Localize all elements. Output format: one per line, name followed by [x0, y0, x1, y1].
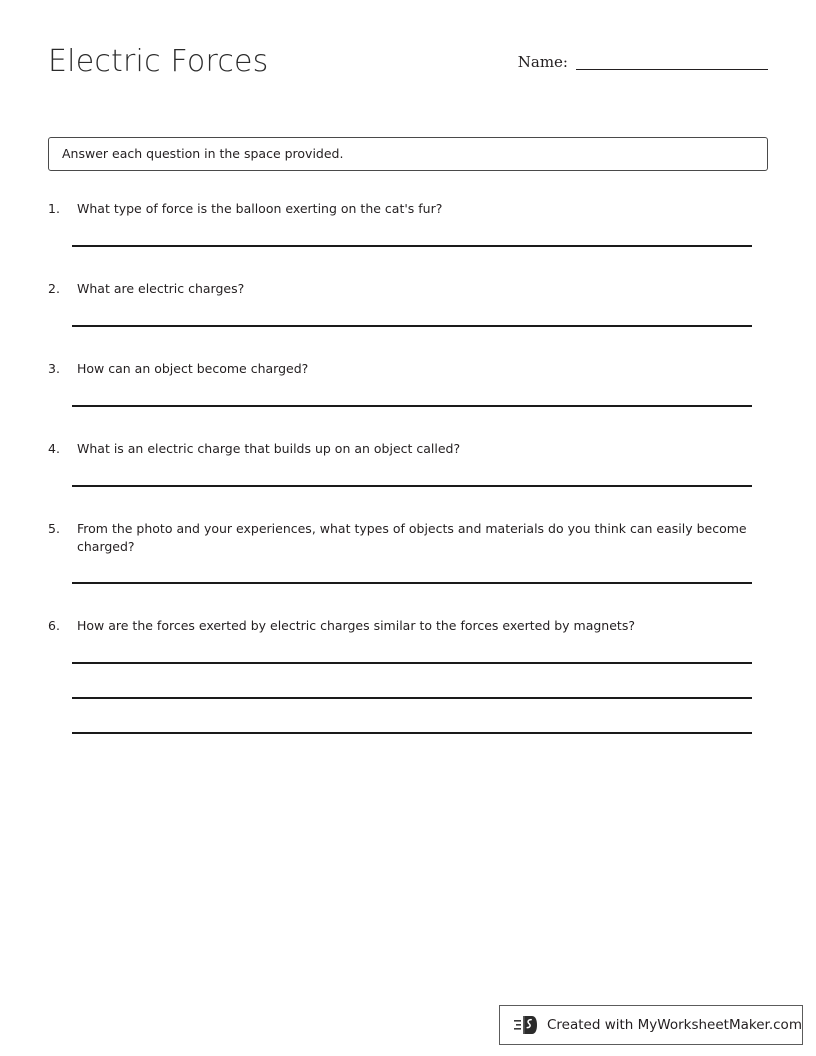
question-text: What are electric charges? — [77, 281, 245, 296]
question-number: 5. — [48, 521, 60, 536]
answer-line[interactable] — [72, 405, 752, 407]
question-item — [48, 200, 768, 247]
answer-line[interactable] — [72, 245, 752, 247]
question-row — [48, 617, 768, 635]
question-row — [48, 280, 768, 298]
question-number: 6. — [48, 618, 60, 633]
question-text: How are the forces exerted by electric charges similar to the forces exerted by magnets? — [77, 618, 635, 633]
name-label: Name: — [517, 53, 568, 71]
worksheet-header — [48, 44, 768, 96]
created-with-text: Created with MyWorksheetMaker.com — [547, 1017, 802, 1033]
answer-lines — [72, 405, 752, 407]
answer-lines — [72, 582, 752, 584]
question-text: From the photo and your experiences, what types of objects and materials do you think can easily become charged? — [77, 521, 747, 554]
answer-line[interactable] — [72, 485, 752, 487]
question-item — [48, 617, 768, 734]
question-row — [48, 360, 768, 378]
answer-lines — [72, 245, 752, 247]
question-row — [48, 200, 768, 218]
answer-lines — [72, 325, 752, 327]
myworksheetmaker-logo-icon — [514, 1014, 538, 1036]
question-row — [48, 440, 768, 458]
page-title: Electric Forces — [48, 44, 269, 79]
question-text: What type of force is the balloon exerting on the cat's fur? — [77, 201, 443, 216]
question-item — [48, 440, 768, 487]
name-input-line[interactable] — [576, 69, 768, 70]
question-number: 4. — [48, 441, 60, 456]
question-item — [48, 360, 768, 407]
answer-line[interactable] — [72, 582, 752, 584]
questions-list — [48, 200, 768, 734]
question-item — [48, 520, 768, 584]
question-item — [48, 280, 768, 327]
created-with-badge[interactable] — [499, 1005, 803, 1045]
question-number: 2. — [48, 281, 60, 296]
instructions-box — [48, 137, 768, 171]
answer-line[interactable] — [72, 697, 752, 699]
question-number: 1. — [48, 201, 60, 216]
instructions-text: Answer each question in the space provided. — [62, 146, 344, 161]
name-field-group — [518, 53, 768, 73]
question-text: How can an object become charged? — [77, 361, 309, 376]
answer-lines — [72, 485, 752, 487]
answer-line[interactable] — [72, 325, 752, 327]
answer-line[interactable] — [72, 732, 752, 734]
question-row — [48, 520, 768, 556]
answer-lines — [72, 662, 752, 734]
answer-line[interactable] — [72, 662, 752, 664]
question-number: 3. — [48, 361, 60, 376]
question-text: What is an electric charge that builds up on an object called? — [77, 441, 461, 456]
